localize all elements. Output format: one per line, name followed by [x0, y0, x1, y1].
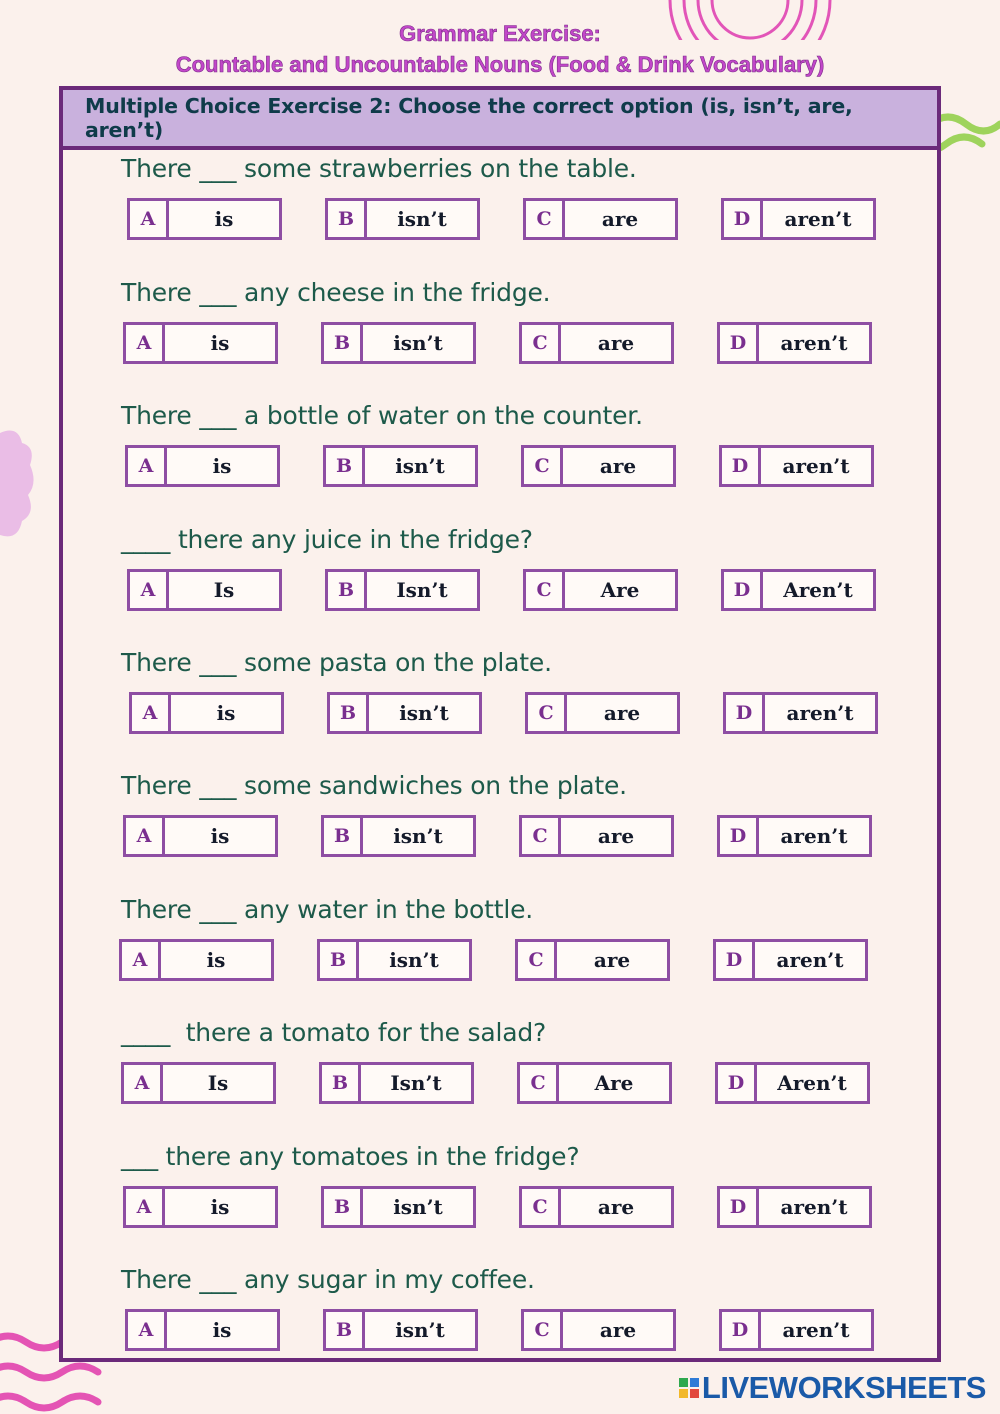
option-letter: A: [130, 572, 169, 608]
option-letter: A: [126, 1189, 165, 1225]
option-letter: C: [522, 1189, 561, 1225]
answer-option-d[interactable]: [721, 198, 876, 240]
answer-option-d[interactable]: [717, 1186, 872, 1228]
question-text: There ___ some strawberries on the table.: [121, 154, 637, 183]
option-letter: B: [324, 325, 363, 361]
option-word: Are: [600, 578, 640, 602]
option-letter: D: [720, 1189, 759, 1225]
answer-option-d[interactable]: [721, 569, 876, 611]
brand-footer: [678, 1370, 986, 1406]
answer-option-b[interactable]: [321, 322, 476, 364]
option-word: Is: [213, 578, 235, 602]
answer-option-a[interactable]: [125, 445, 280, 487]
answer-option-c[interactable]: [519, 322, 674, 364]
question-item: [63, 525, 937, 645]
option-word: Isn’t: [390, 1071, 442, 1095]
option-letter: D: [724, 201, 763, 237]
option-letter: A: [124, 1065, 163, 1101]
question-item: [63, 1265, 937, 1385]
answer-option-b[interactable]: [319, 1062, 474, 1104]
option-word: is: [214, 207, 234, 231]
option-letter: A: [128, 448, 167, 484]
option-letter: B: [324, 1189, 363, 1225]
option-letter: C: [522, 325, 561, 361]
answer-option-d[interactable]: [715, 1062, 870, 1104]
answer-option-d[interactable]: [719, 1309, 874, 1351]
answer-option-b[interactable]: [325, 198, 480, 240]
answer-option-c[interactable]: [525, 692, 680, 734]
option-letter: D: [722, 448, 761, 484]
option-letter: A: [130, 201, 169, 237]
brand-name: LIVEWORKSHEETS: [701, 1370, 986, 1405]
answer-option-d[interactable]: [719, 445, 874, 487]
option-letter: B: [320, 942, 359, 978]
instructions-band: [63, 90, 937, 150]
answer-option-d[interactable]: [723, 692, 878, 734]
answer-option-a[interactable]: [123, 322, 278, 364]
pink-flower-decoration: [0, 425, 36, 545]
answer-option-b[interactable]: [325, 569, 480, 611]
answer-option-c[interactable]: [521, 445, 676, 487]
option-letter: A: [128, 1312, 167, 1348]
answer-option-a[interactable]: [129, 692, 284, 734]
option-letter: D: [720, 325, 759, 361]
option-word: Is: [207, 1071, 229, 1095]
option-word: are: [603, 701, 641, 725]
question-item: [63, 401, 937, 521]
answer-option-b[interactable]: [321, 1186, 476, 1228]
option-letter: A: [122, 942, 161, 978]
answer-option-a[interactable]: [125, 1309, 280, 1351]
option-letter: C: [526, 572, 565, 608]
option-letter: B: [324, 818, 363, 854]
option-word: is: [210, 824, 230, 848]
answer-option-c[interactable]: [519, 1186, 674, 1228]
question-text: ___ there any tomatoes in the fridge?: [121, 1142, 580, 1171]
option-word: are: [597, 1195, 635, 1219]
option-letter: D: [720, 818, 759, 854]
option-letter: D: [716, 942, 755, 978]
question-text: There ___ some pasta on the plate.: [121, 648, 552, 677]
answer-option-c[interactable]: [523, 569, 678, 611]
option-word: is: [212, 1318, 232, 1342]
question-item: [63, 278, 937, 398]
option-word: aren’t: [782, 1318, 850, 1342]
answer-option-d[interactable]: [713, 939, 868, 981]
answer-option-c[interactable]: [515, 939, 670, 981]
question-text: ____ there a tomato for the salad?: [121, 1018, 547, 1047]
option-word: isn’t: [395, 1318, 445, 1342]
question-text: There ___ any sugar in my coffee.: [121, 1265, 535, 1294]
option-word: are: [597, 824, 635, 848]
option-word: is: [206, 948, 226, 972]
question-item: [63, 1018, 937, 1138]
option-word: isn’t: [389, 948, 439, 972]
option-word: aren’t: [782, 454, 850, 478]
answer-option-a[interactable]: [127, 569, 282, 611]
option-letter: C: [518, 942, 557, 978]
answer-option-a[interactable]: [119, 939, 274, 981]
option-word: isn’t: [393, 824, 443, 848]
answer-option-c[interactable]: [517, 1062, 672, 1104]
option-letter: C: [524, 1312, 563, 1348]
answer-option-a[interactable]: [123, 1186, 278, 1228]
answer-option-a[interactable]: [121, 1062, 276, 1104]
answer-option-b[interactable]: [323, 1309, 478, 1351]
question-text: There ___ any cheese in the fridge.: [121, 278, 551, 307]
option-letter: A: [132, 695, 171, 731]
title-line-2: Countable and Uncountable Nouns (Food & Drink Vocabulary): [175, 52, 825, 77]
question-item: [63, 895, 937, 1015]
answer-option-d[interactable]: [717, 322, 872, 364]
option-word: isn’t: [399, 701, 449, 725]
question-item: [63, 154, 937, 274]
title-line-1: Grammar Exercise:: [399, 21, 601, 46]
question-text: ____ there any juice in the fridge?: [121, 525, 533, 554]
option-letter: A: [126, 325, 165, 361]
answer-option-b[interactable]: [327, 692, 482, 734]
option-word: isn’t: [393, 331, 443, 355]
option-letter: B: [330, 695, 369, 731]
answer-option-d[interactable]: [717, 815, 872, 857]
option-letter: B: [326, 448, 365, 484]
option-letter: D: [724, 572, 763, 608]
option-letter: B: [328, 572, 367, 608]
worksheet-title: [0, 18, 1000, 80]
option-word: isn’t: [397, 207, 447, 231]
option-word: aren’t: [786, 701, 854, 725]
option-word: aren’t: [780, 824, 848, 848]
option-word: aren’t: [780, 331, 848, 355]
option-letter: C: [526, 201, 565, 237]
option-word: are: [601, 207, 639, 231]
option-letter: D: [722, 1312, 761, 1348]
option-word: Isn’t: [396, 578, 448, 602]
option-word: is: [210, 331, 230, 355]
instructions-text: Multiple Choice Exercise 2: Choose the correct option (is, isn’t, are, aren’t): [85, 94, 853, 142]
liveworksheets-logo-icon: [678, 1377, 700, 1399]
question-text: There ___ some sandwiches on the plate.: [121, 771, 627, 800]
question-text: There ___ any water in the bottle.: [121, 895, 534, 924]
option-word: is: [212, 454, 232, 478]
answer-option-a[interactable]: [127, 198, 282, 240]
option-word: isn’t: [395, 454, 445, 478]
option-letter: C: [522, 818, 561, 854]
option-letter: A: [126, 818, 165, 854]
option-word: Aren’t: [783, 578, 853, 602]
option-letter: C: [524, 448, 563, 484]
option-letter: C: [528, 695, 567, 731]
option-letter: D: [718, 1065, 757, 1101]
answer-option-a[interactable]: [123, 815, 278, 857]
question-item: [63, 1142, 937, 1262]
option-letter: B: [328, 201, 367, 237]
option-word: Aren’t: [777, 1071, 847, 1095]
answer-option-b[interactable]: [321, 815, 476, 857]
option-word: are: [593, 948, 631, 972]
question-item: [63, 648, 937, 768]
option-letter: B: [326, 1312, 365, 1348]
option-word: are: [599, 1318, 637, 1342]
option-letter: D: [726, 695, 765, 731]
option-letter: C: [520, 1065, 559, 1101]
option-word: isn’t: [393, 1195, 443, 1219]
exercise-frame: [59, 86, 941, 1362]
answer-option-b[interactable]: [317, 939, 472, 981]
question-item: [63, 771, 937, 891]
option-word: are: [599, 454, 637, 478]
option-word: is: [216, 701, 236, 725]
option-word: aren’t: [776, 948, 844, 972]
answer-option-c[interactable]: [523, 198, 678, 240]
option-word: Are: [594, 1071, 634, 1095]
option-letter: B: [322, 1065, 361, 1101]
option-word: are: [597, 331, 635, 355]
option-word: aren’t: [780, 1195, 848, 1219]
option-word: aren’t: [784, 207, 852, 231]
option-word: is: [210, 1195, 230, 1219]
question-text: There ___ a bottle of water on the counter.: [121, 401, 643, 430]
answer-option-c[interactable]: [519, 815, 674, 857]
answer-option-c[interactable]: [521, 1309, 676, 1351]
answer-option-b[interactable]: [323, 445, 478, 487]
